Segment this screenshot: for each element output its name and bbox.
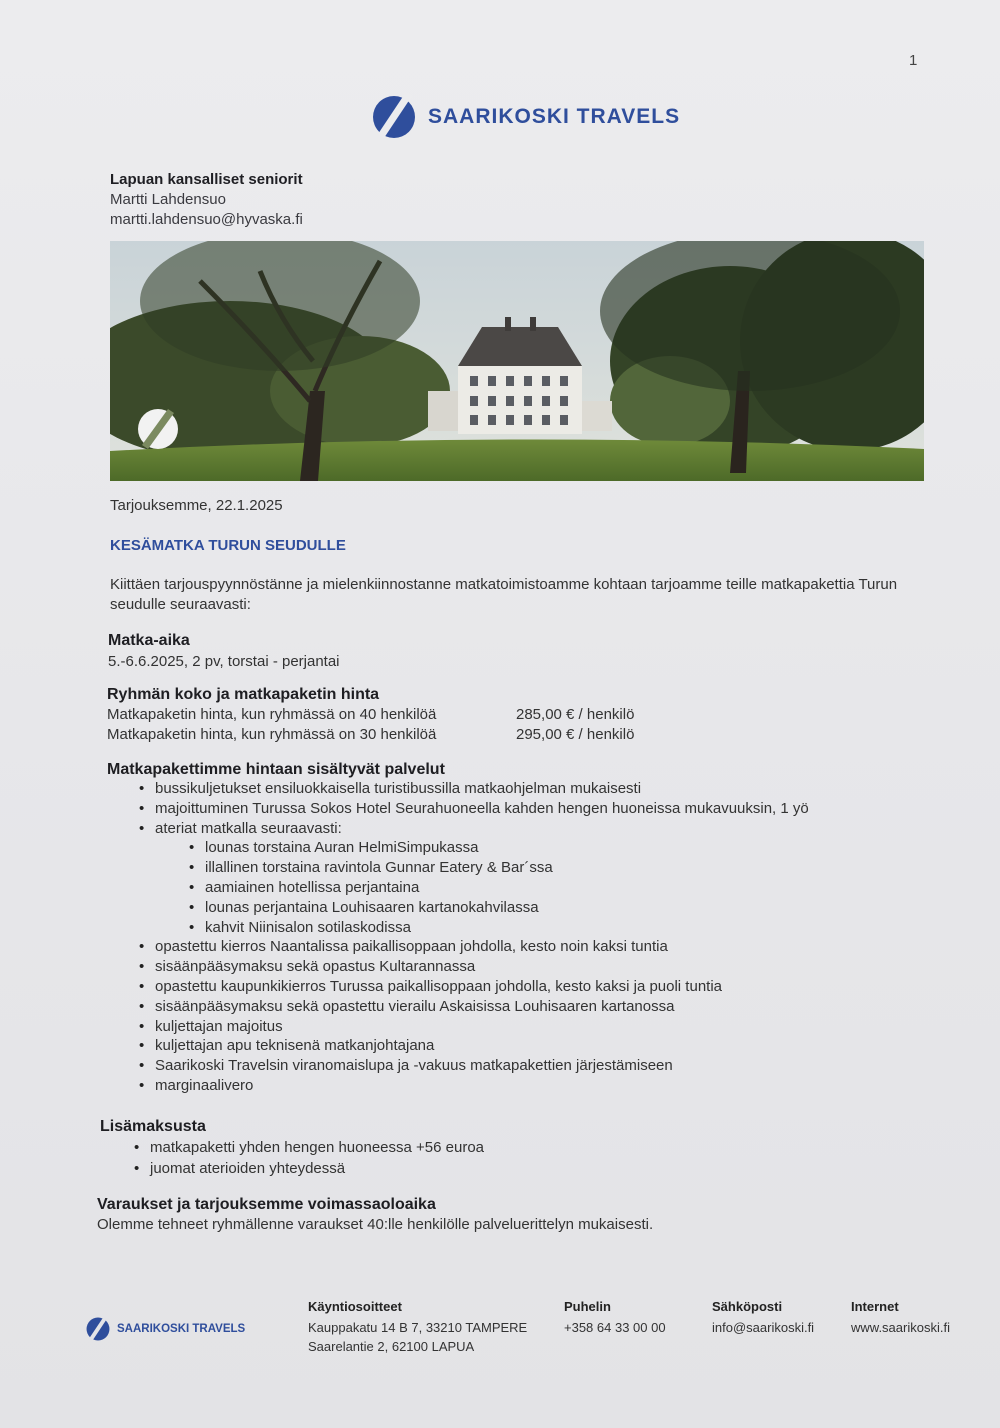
list-item: • aamiainen hotellissa perjantaina — [205, 878, 809, 898]
travel-time-text: 5.-6.6.2025, 2 pv, torstai - perjantai — [108, 653, 340, 670]
recipient-block — [110, 170, 303, 230]
included-list — [107, 779, 809, 1096]
brand-name: SAARIKOSKI TRAVELS — [428, 105, 681, 128]
footer-email — [712, 1297, 814, 1337]
price-row — [107, 725, 634, 745]
offer-date: Tarjouksemme, 22.1.2025 — [110, 497, 283, 514]
list-item: • illallinen torstaina ravintola Gunnar Eatery & Bar´ssa — [205, 858, 809, 878]
brand-logo-icon — [372, 90, 416, 144]
internet-heading: Internet — [851, 1299, 899, 1314]
price-row — [107, 705, 634, 725]
price-label: Matkapaketin hinta, kun ryhmässä on 40 henkilöä — [107, 706, 437, 723]
pricing-section — [107, 685, 634, 745]
email-heading: Sähköposti — [712, 1299, 783, 1314]
recipient-organization: Lapuan kansalliset seniorit — [110, 171, 303, 188]
travel-time-heading: Matka-aika — [108, 632, 190, 649]
price-value: 285,00 € / henkilö — [516, 706, 635, 723]
manor-photo — [110, 241, 924, 481]
pricing-heading: Ryhmän koko ja matkapaketin hinta — [107, 686, 380, 703]
trip-title: KESÄMATKA TURUN SEUDULLE — [110, 537, 346, 554]
page-number: 1 — [909, 52, 918, 69]
price-label: Matkapaketin hinta, kun ryhmässä on 30 henkilöä — [107, 726, 437, 743]
footer-logo — [86, 1314, 245, 1344]
list-item: • opastettu kaupunkikierros Turussa paikallisoppaan johdolla, kesto kaksi ja puoli tuntia — [155, 977, 809, 997]
addresses-heading: Käyntiosoitteet — [308, 1299, 402, 1314]
reservations-section — [97, 1196, 653, 1233]
phone-heading: Puhelin — [564, 1299, 611, 1314]
list-item: • lounas perjantaina Louhisaaren kartanokahvilassa — [205, 898, 809, 918]
list-item: • lounas torstaina Auran HelmiSimpukassa — [205, 838, 809, 858]
list-item: • bussikuljetukset ensiluokkaisella turistibussilla matkaohjelman mukaisesti — [155, 779, 809, 799]
list-item: • kuljettajan apu teknisenä matkanjohtajana — [155, 1036, 809, 1056]
extra-list — [100, 1137, 484, 1179]
meals-list — [155, 838, 809, 937]
list-item: • majoittuminen Turussa Sokos Hotel Seurahuoneella kahden hengen huoneissa mukavuuksin, 1 yö — [155, 799, 809, 819]
list-item: • kuljettajan majoitus — [155, 1017, 809, 1037]
list-item: • ateriat matkalla seuraavasti: — [155, 819, 809, 839]
address-line: Saarelantie 2, 62100 LAPUA — [308, 1339, 475, 1354]
phone-number: +358 64 33 00 00 — [564, 1320, 666, 1335]
recipient-name: Martti Lahdensuo — [110, 191, 226, 208]
included-heading: Matkapakettimme hintaan sisältyvät palvelut — [107, 761, 445, 778]
reservations-heading: Varaukset ja tarjouksemme voimassaoloaika — [97, 1196, 436, 1213]
list-item: • sisäänpääsymaksu sekä opastus Kultarannassa — [155, 957, 809, 977]
brand-logo-icon — [86, 1314, 110, 1344]
footer-brand-name: SAARIKOSKI TRAVELS — [117, 1323, 246, 1335]
included-services-section — [107, 761, 809, 1096]
intro-paragraph: Kiittäen tarjouspyynnöstänne ja mielenkiinnostanne matkatoimistoamme kohtaan tarjoamme teille matkapakettia Turun seudulle seuraavasti: — [110, 576, 898, 613]
list-item: • Saarikoski Travelsin viranomaislupa ja -vakuus matkapakettien järjestämiseen — [155, 1056, 809, 1076]
list-item: • juomat aterioiden yhteydessä — [150, 1158, 484, 1179]
reservations-text: Olemme tehneet ryhmällenne varaukset 40:lle henkilölle palveluerittelyn mukaisesti. — [97, 1216, 654, 1233]
website: www.saarikoski.fi — [851, 1320, 950, 1335]
list-item: • kahvit Niinisalon sotilaskodissa — [205, 918, 809, 938]
extra-heading: Lisämaksusta — [100, 1118, 206, 1135]
travel-time-section — [108, 630, 340, 672]
recipient-email: martti.lahdensuo@hyvaska.fi — [110, 211, 303, 228]
header-logo — [372, 90, 680, 144]
footer-internet — [851, 1297, 950, 1337]
list-item: • marginaalivero — [155, 1076, 809, 1096]
price-value: 295,00 € / henkilö — [516, 726, 635, 743]
footer-phone — [564, 1297, 666, 1337]
email-address: info@saarikoski.fi — [712, 1320, 815, 1335]
extra-charges-section — [100, 1118, 484, 1179]
footer-addresses — [308, 1297, 527, 1356]
list-item: • matkapaketti yhden hengen huoneessa +56 euroa — [150, 1137, 484, 1158]
list-item: • opastettu kierros Naantalissa paikallisoppaan johdolla, kesto noin kaksi tuntia — [155, 937, 809, 957]
list-item: • sisäänpääsymaksu sekä opastettu vierailu Askaisissa Louhisaaren kartanossa — [155, 997, 809, 1017]
address-line: Kauppakatu 14 B 7, 33210 TAMPERE — [308, 1320, 528, 1335]
